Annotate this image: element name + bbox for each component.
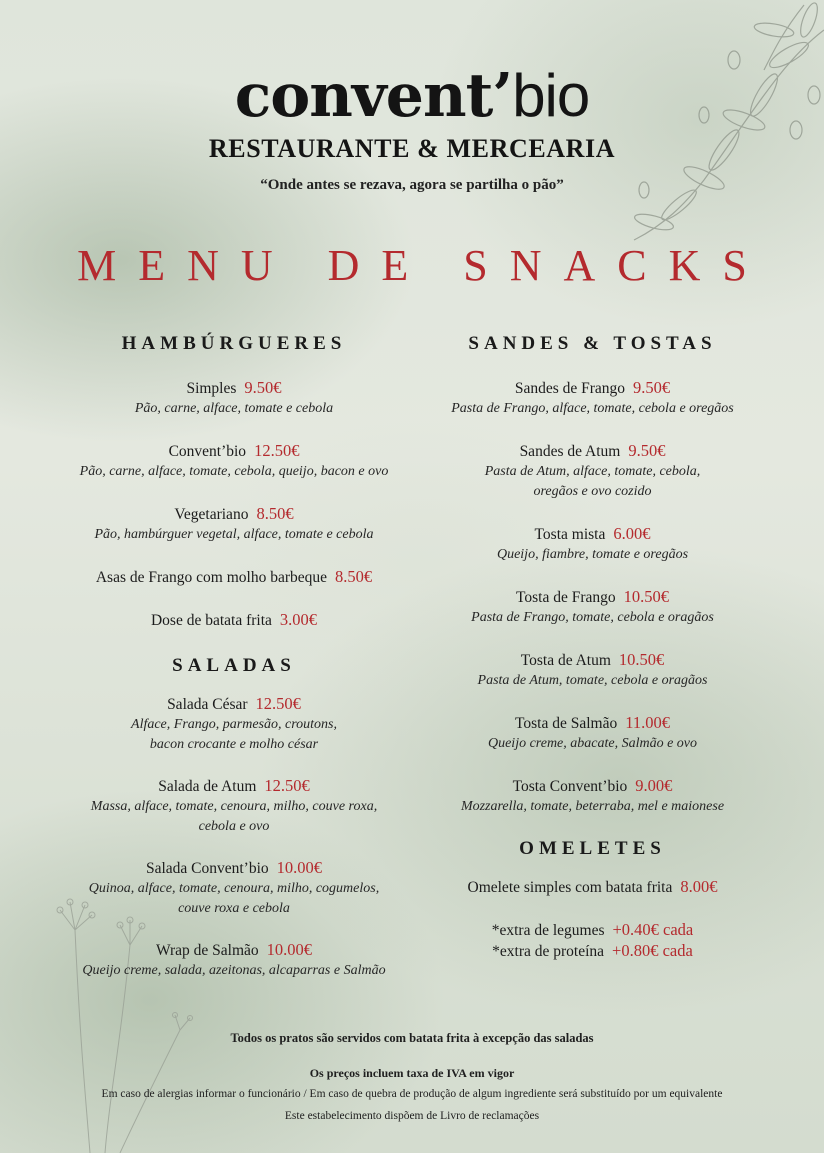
item-name: Simples: [186, 380, 237, 397]
extra-item: [430, 920, 755, 941]
item-name: Salada Convent’bio: [145, 860, 269, 877]
menu-item: [430, 877, 755, 898]
brand-subtitle: RESTAURANTE & MERCEARIA: [208, 134, 616, 163]
section-title-salads: SALADAS: [172, 655, 296, 676]
item-price: 8.50€: [256, 504, 294, 523]
item-desc: couve roxa e cebola: [178, 901, 290, 916]
item-desc: Quinoa, alface, tomate, cenoura, milho, cogumelos,: [88, 881, 380, 896]
item-name: Salada de Atum: [158, 778, 257, 795]
item-desc: Queijo creme, abacate, Salmão e ovo: [487, 736, 698, 751]
item-desc: Massa, alface, tomate, cenoura, milho, couve roxa,: [90, 799, 378, 814]
item-price: 9.50€: [628, 441, 666, 460]
item-price: 8.50€: [335, 567, 373, 586]
menu-item: [430, 378, 755, 419]
item-price: 3.00€: [279, 610, 318, 629]
menu-item: [430, 650, 755, 691]
extra-name: *extra de legumes: [491, 922, 605, 939]
menu-title: MENU DE SNACKS: [77, 241, 769, 290]
menu-item: [40, 441, 428, 482]
item-desc: Mozzarella, tomate, beterraba, mel e maionese: [460, 799, 725, 814]
right-column: [430, 332, 755, 962]
menu-item: [40, 776, 428, 837]
item-price: 6.00€: [613, 524, 651, 543]
menu-item: [40, 378, 428, 419]
item-name: Sandes de Frango: [514, 380, 626, 397]
item-desc: cebola e ovo: [198, 819, 270, 834]
item-desc: Pão, carne, alface, tomate e cebola: [134, 401, 334, 416]
item-name: Sandes de Atum: [519, 443, 621, 460]
item-name: Tosta Convent’bio: [512, 778, 628, 795]
item-name: Tosta mista: [534, 526, 606, 543]
footer-note-allergies: Em caso de alergias informar o funcionário / Em caso de quebra de produção de algum ingrediente será substituído por um equivalente: [101, 1088, 723, 1100]
footer-note-vat: Os preços incluem taxa de IVA em vigor: [309, 1066, 515, 1080]
menu-item: [40, 940, 428, 981]
menu-item: [430, 713, 755, 754]
footer-note-fries: Todos os pratos são servidos com batata frita à excepção das saladas: [230, 1031, 594, 1045]
item-desc: Pasta de Atum, alface, tomate, cebola,: [484, 464, 701, 479]
item-desc: Pão, carne, alface, tomate, cebola, queijo, bacon e ovo: [79, 464, 389, 479]
menu-item: [430, 524, 755, 565]
menu-item: [430, 776, 755, 817]
item-price: 11.00€: [625, 713, 670, 732]
section-title-sandwiches: SANDES & TOSTAS: [468, 333, 717, 354]
item-name: Wrap de Salmão: [155, 942, 259, 959]
menu-item: [430, 441, 755, 502]
item-price: 12.50€: [254, 441, 300, 460]
section-title-omelettes: OMELETES: [519, 838, 666, 859]
left-column: [40, 332, 428, 981]
item-desc: Queijo, fiambre, tomate e oregãos: [496, 547, 689, 562]
brand-logo: [0, 62, 824, 130]
extra-price: +0.40€ cada: [612, 920, 694, 939]
item-price: 12.50€: [255, 694, 301, 713]
item-name: Tosta de Atum: [520, 652, 611, 669]
menu-item: [40, 858, 428, 919]
item-price: 10.00€: [266, 940, 313, 959]
item-desc: bacon crocante e molho césar: [149, 737, 319, 752]
item-price: 12.50€: [264, 776, 310, 795]
item-name: Asas de Frango com molho barbeque: [95, 569, 328, 586]
menu-item: [430, 587, 755, 628]
item-name: Vegetariano: [174, 506, 249, 523]
item-price: 10.50€: [618, 650, 665, 669]
brand-name-bold: convent: [234, 61, 493, 131]
menu-item: [40, 610, 428, 631]
menu-item: [40, 567, 428, 588]
footer-note-complaints: Este estabelecimento dispõem de Livro de reclamações: [284, 1110, 540, 1122]
menu-item: [40, 694, 428, 755]
item-name: Dose de batata frita: [150, 612, 272, 629]
extra-price: +0.80€ cada: [612, 941, 693, 960]
item-desc: Queijo creme, salada, azeitonas, alcaparras e Salmão: [82, 963, 386, 978]
item-desc: Pasta de Frango, tomate, cebola e oragãos: [471, 610, 714, 625]
item-price: 9.50€: [244, 378, 282, 397]
item-desc: Pasta de Frango, alface, tomate, cebola e oregãos: [451, 401, 734, 416]
brand-motto: “Onde antes se rezava, agora se partilha o pão”: [260, 177, 564, 193]
item-price: 10.00€: [276, 858, 323, 877]
extra-name: *extra de proteína: [492, 943, 605, 960]
brand-apostrophe: ’: [492, 61, 513, 131]
item-price: 9.50€: [633, 378, 671, 397]
item-price: 8.00€: [680, 877, 718, 896]
item-name: Omelete simples com batata frita: [467, 879, 673, 896]
extra-item: [430, 941, 755, 962]
item-name: Tosta de Salmão: [515, 715, 618, 732]
section-title-burgers: HAMBÚRGUERES: [121, 333, 347, 354]
item-name: Tosta de Frango: [515, 589, 616, 606]
item-desc: Pão, hambúrguer vegetal, alface, tomate e cebola: [94, 527, 374, 542]
menu-item: [40, 504, 428, 545]
item-name: Salada César: [167, 696, 248, 713]
item-price: 9.00€: [635, 776, 673, 795]
item-desc: Alface, Frango, parmesão, croutons,: [131, 717, 337, 732]
item-desc: Pasta de Atum, tomate, cebola e oragãos: [477, 673, 708, 688]
item-name: Convent’bio: [168, 443, 247, 460]
brand-name-light: bio: [512, 62, 590, 129]
item-price: 10.50€: [623, 587, 670, 606]
item-desc: oregãos e ovo cozido: [533, 484, 652, 499]
